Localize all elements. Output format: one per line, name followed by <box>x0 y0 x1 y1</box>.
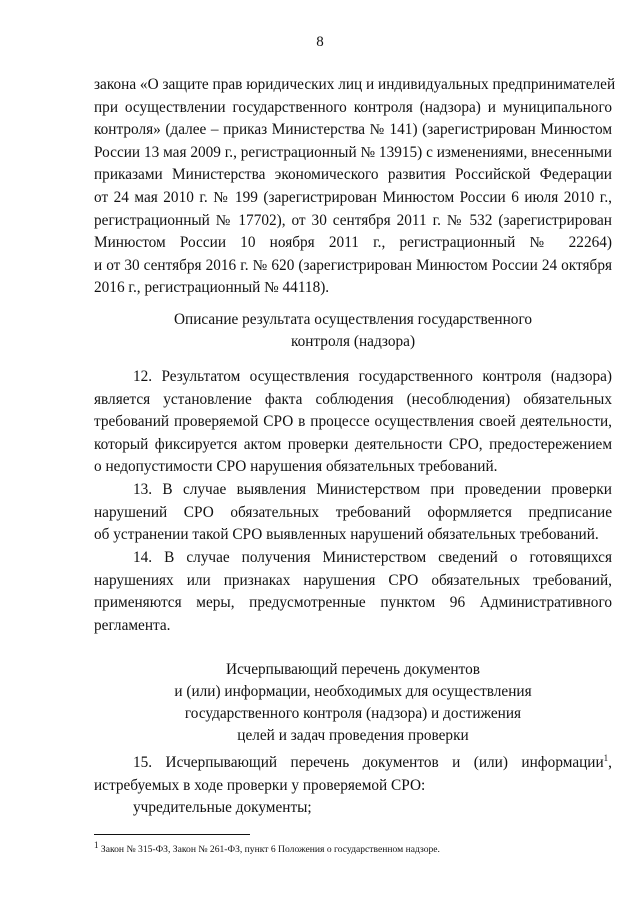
text-line: и от 30 сентября 2016 г. № 620 (зарегистрирован Минюстом России 24 октября <box>94 256 612 274</box>
text-line: применяются меры, предусмотренные пунктом 96 Административного <box>94 594 612 612</box>
heading-line: контроля (надзора) <box>290 333 416 350</box>
text-line: нарушениях или признаках нарушения СРО обязательных требований, <box>94 571 612 589</box>
text-line: при осуществлении государственного контроля (надзора) и муниципального <box>94 98 612 116</box>
footnote-text: Закон № 315-ФЗ, Закон № 261-ФЗ, пункт 6 Положения о государственном надзоре. <box>98 844 440 855</box>
footnote-divider <box>94 834 250 835</box>
page-number: 8 <box>316 34 324 50</box>
text-line: о недопустимости СРО нарушения обязательных требований. <box>94 458 498 476</box>
footnote-mark: 1 <box>94 839 99 850</box>
paragraph-13 <box>94 479 612 547</box>
text-line: регламента. <box>94 616 171 634</box>
heading-line: целей и задач проведения проверки <box>237 727 469 744</box>
text-line: России 13 мая 2009 г., регистрационный № 13915) с изменениями, внесенными <box>94 143 612 161</box>
text-line: Минюстом России 10 ноября 2011 г., регистрационный № 22264) <box>94 234 612 252</box>
section-heading-result <box>94 309 612 353</box>
paragraph-12 <box>94 366 612 479</box>
paragraph-14 <box>94 547 612 637</box>
text-line: является установление факта соблюдения (несоблюдения) обязательных <box>94 390 612 408</box>
intro-paragraph <box>94 74 616 300</box>
text-line: закона «О защите прав юридических лиц и индивидуальных предпринимателей <box>94 76 616 93</box>
footnote-reference[interactable]: 1 <box>603 752 609 763</box>
text-line: 2016 г., регистрационный № 44118). <box>94 279 330 297</box>
text-line: 12. Результатом осуществления государственного контроля (надзора) <box>133 368 612 385</box>
paragraph-15 <box>94 752 612 820</box>
text-fragment: , <box>608 754 612 771</box>
heading-line: Описание результата осуществления государственного <box>173 311 532 328</box>
text-line: от 24 мая 2010 г. № 199 (зарегистрирован Минюстом России 6 июля 2010 г., <box>94 188 612 206</box>
text-line: истребуемых в ходе проверки у проверяемой СРО: <box>94 776 426 794</box>
text-line: 13. В случае выявления Министерством при проведении проверки <box>133 481 612 498</box>
text-line: требований проверяемой СРО в процессе осуществления своей деятельности, <box>94 413 612 431</box>
text-line: приказами Министерства экономического развития Российской Федерации <box>94 166 612 184</box>
heading-line: Исчерпывающий перечень документов <box>226 661 480 678</box>
text-fragment: 15. Исчерпывающий перечень документов и (или) информации <box>133 754 604 771</box>
text-line: который фиксируется актом проверки деятельности СРО, предостережением <box>94 435 612 453</box>
text-line <box>94 752 612 775</box>
text-line: об устранении такой СРО выявленных нарушений обязательных требований. <box>94 526 599 544</box>
heading-line: государственного контроля (надзора) и достижения <box>184 705 522 722</box>
text-line: регистрационный № 17702), от 30 сентября 2011 г. № 532 (зарегистрирован <box>94 211 612 229</box>
heading-line: и (или) информации, необходимых для осуществления <box>174 683 532 700</box>
section-heading-documents <box>94 659 612 747</box>
text-line: 14. В случае получения Министерством сведений о готовящихся <box>133 549 612 566</box>
footnote <box>94 839 440 856</box>
text-line: контроля» (далее – приказ Министерства № 141) (зарегистрирован Минюстом <box>94 121 612 139</box>
text-line: учредительные документы; <box>133 799 312 817</box>
text-line: нарушений СРО обязательных требований оформляется предписание <box>94 503 612 521</box>
